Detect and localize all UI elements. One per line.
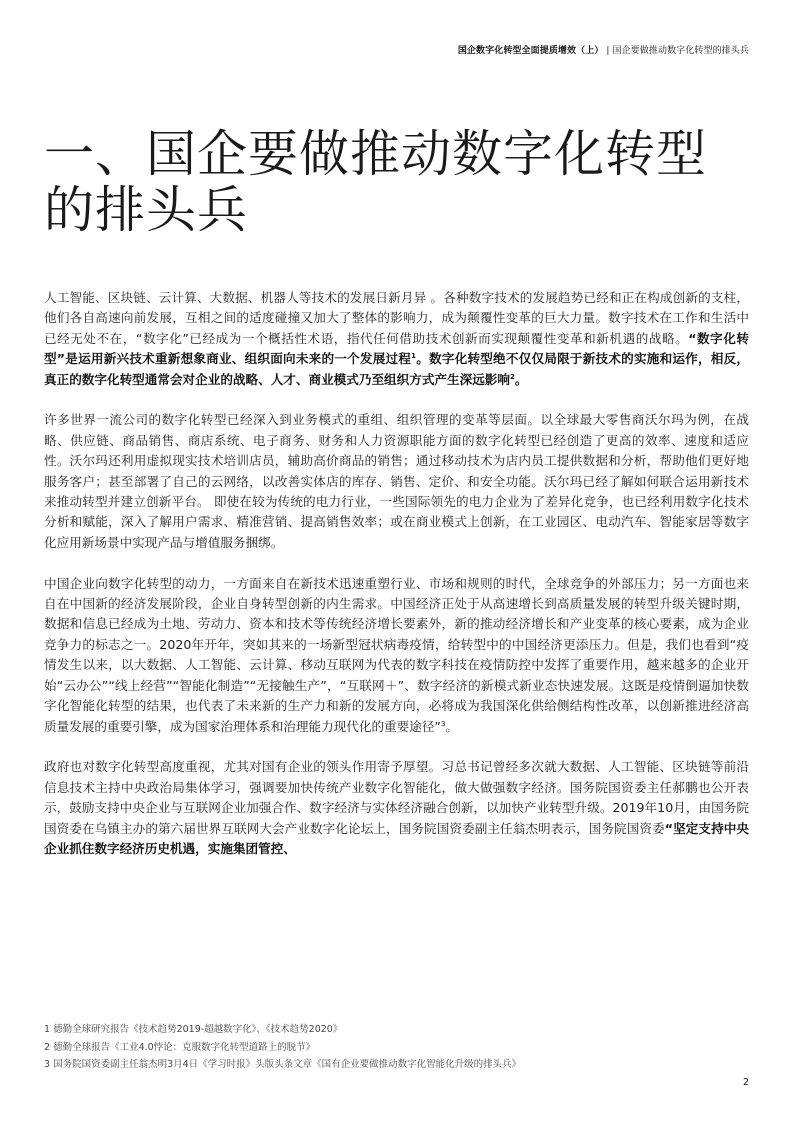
- footnote: 3 国务院国资委副主任翁杰明3月4日《学习时报》头版头条文章《国有企业要做推动数字化智能化升级的排头兵》: [44, 1059, 522, 1070]
- running-header: [458, 43, 749, 56]
- header-separator: |: [603, 46, 613, 56]
- footnote-ref: 1: [411, 352, 416, 361]
- body-text: [44, 288, 749, 880]
- text-run: 中国企业向数字化转型的动力，一方面来自在新技术迅速重塑行业、市场和规则的时代，全球竞争的外部压力；另一方面也来自在中国新的经济发展阶段，企业自身转型创新的内生需求。中国经济正处于从高速增长到高质量发展的转型升级关键时期，数据和信息已经成为土地、劳动力、资本和技术等传统经济增长要素外，新的推动经济增长和产业变革的核心要素，成为企业竞争力的标志之一。2020年开年，突如其来的一场新型冠状病毒疫情，给转型中的中国经济更添压力。但是，我们也看到“疫情发生以来，以大数据、人工智能、云计算、移动互联网为代表的数字科技在疫情防控中发挥了重要作用，越来越多的企业开始“云办公”“线上经营”“智能化制造”“无接触生产”，“互联网＋”、数字经济的新模式新业态快速发展。这既是疫情倒逼加快数字化智能化转型的结果，也代表了未来新的生产力和新的发展方向，必将成为我国深化供给侧结构性改革，以创新推进经济高质量发展的重要引擎，成为国家治理体系和治理能力现代化的重要途径”: [44, 575, 749, 734]
- footnotes: [44, 1021, 749, 1074]
- bold-text: “数字化转型”是运用新兴技术重新想象商业、组织面向未来的一个发展过程: [44, 330, 749, 367]
- header-section: 国企数字化转型全面提质增效（上）: [457, 46, 604, 56]
- paragraph: [44, 410, 749, 553]
- header-chapter: 国企要做推动数字化转型的排头兵: [612, 46, 749, 56]
- text-run: 。: [445, 718, 458, 734]
- page-title: 一、国企要做推动数字化转型的排头兵: [44, 125, 707, 239]
- footnote-ref: 3: [440, 719, 446, 728]
- paragraph: [44, 288, 749, 390]
- footnote-ref: 2: [509, 372, 515, 381]
- footnote: 1 德勤全球研究报告《技术趋势2019-超越数字化》、《技术趋势2020》: [44, 1024, 343, 1035]
- paragraph: [44, 757, 749, 859]
- page-number: 2: [742, 1077, 749, 1088]
- paragraph: [44, 574, 749, 737]
- text-run: 许多世界一流公司的数字化转型已经深入到业务模式的重组、组织管理的变革等层面。以全球最大零售商沃尔玛为例，在战略、供应链、商品销售、商店系统、电子商务、财务和人力资源职能方面的数字化转型已经创造了更高的效率、速度和适应性。沃尔玛还利用虚拟现实技术培训店员，辅助高价商品的销售；通过移动技术为店内员工提供数据和分析，帮助他们更好地服务客户；甚至部署了自己的云网络，以改善实体店的库存、销售、定价、和安全功能。沃尔玛已经了解如何联合运用新技术来推动转型并建立创新平台。 即使在较为传统的电力行业，一些国际领先的电力企业为了差异化竞争，也已经利用数字化技术分析和赋能，深入了解用户需求、精准营销、提高销售效率；或在商业模式上创新，在工业园区、电动汽车、智能家居等数字化应用新场景中实现产品与增值服务捆绑。: [44, 412, 749, 550]
- bold-text: 。: [514, 371, 528, 387]
- bold-text: “坚定支持中央企业抓住数字经济历史机遇，实施集团管控、: [44, 820, 750, 856]
- bold-text: 。数字化转型绝不仅仅局限于新技术的实施和运作，相反，真正的数字化转型通常会对企业的战略、人才、商业模式乃至组织方式产生深远影响: [44, 351, 750, 387]
- text-run: 人工智能、区块链、云计算、大数据、机器人等技术的发展日新月异 。各种数字技术的发展趋势已经和正在构成创新的支柱，他们各自高速向前发展，互相之间的适度碰撞又加大了整体的影响力，成为颠覆性变革的巨大力量。数字技术在工作和生活中已经无处不在，“数字化”已经成为一个概括性术语，指代任何借助技术创新而实现颠覆性变革和新机遇的战略。: [44, 290, 749, 346]
- text-run: 政府也对数字化转型高度重视，尤其对国有企业的领头作用寄予厚望。习总书记曾经多次就大数据、人工智能、区块链等前沿信息技术主持中央政治局集体学习，强调要加快传统产业数字化智能化，做大做强数字经济。国务院国资委主任郝鹏也公开表示，鼓励支持中央企业与互联网企业加强合作、数字经济与实体经济融合创新，以加快产业转型升级。2019年10月，由国务院国资委在乌镇主办的第六届世界互联网大会产业数字化论坛上，国务院国资委副主任翁杰明表示，国务院国资委: [44, 759, 749, 836]
- footnote: 2 德勤全球报告《工业4.0悖论：克服数字化转型道路上的脱节》: [44, 1041, 316, 1053]
